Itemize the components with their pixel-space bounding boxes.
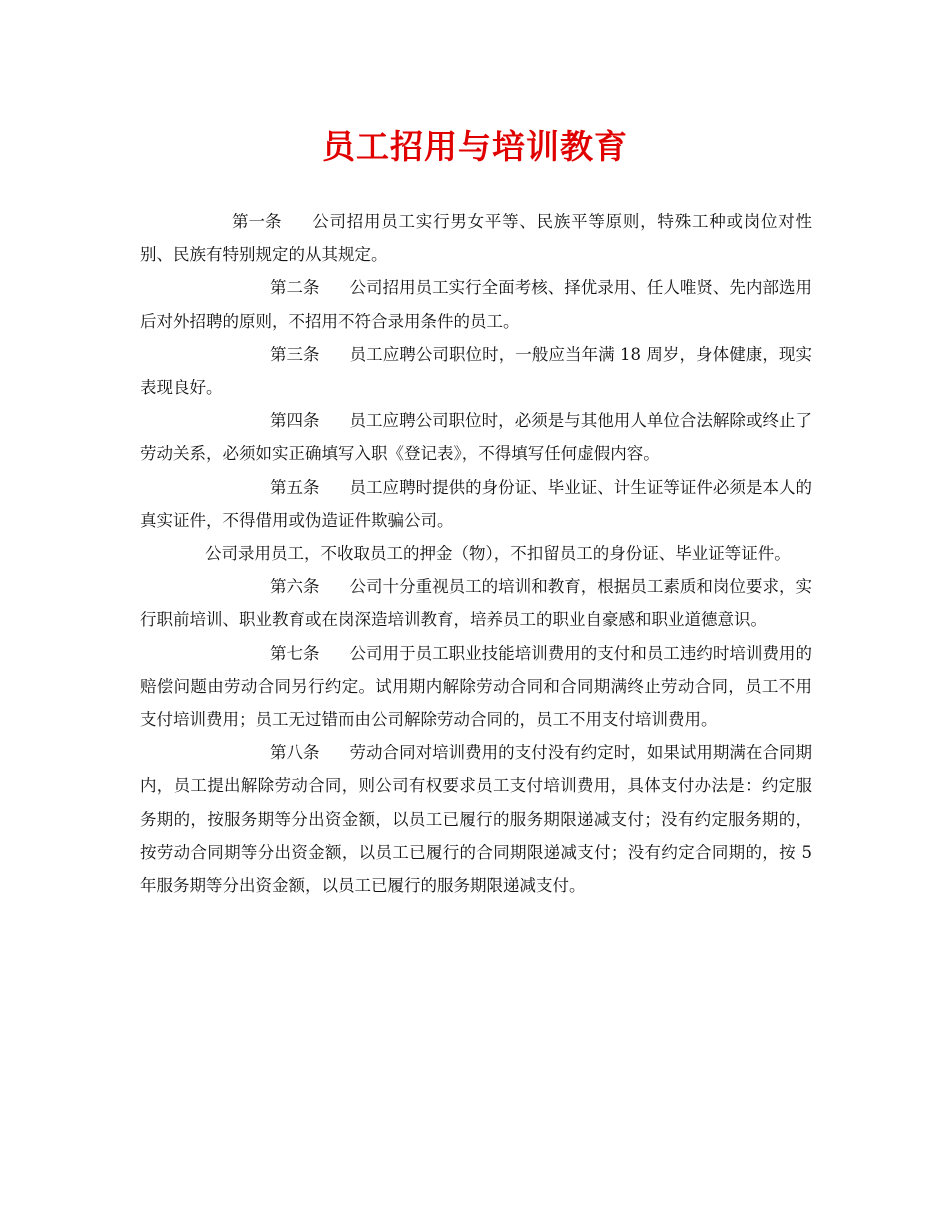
article-number: 第一条: [232, 212, 282, 231]
article-8: [140, 736, 812, 902]
article-5-supplement: [140, 537, 812, 570]
article-text: 公司十分重视员工的培训和教育，根据员工素质和岗位要求，实行职前培训、职业教育或在岗深造培训教育，培养员工的职业自豪感和职业道德意识。: [140, 577, 812, 630]
article-3: [140, 338, 812, 404]
article-number: 第二条: [270, 278, 320, 298]
article-number: 第三条: [270, 344, 320, 364]
article-4: [140, 404, 812, 470]
article-1: [140, 205, 812, 271]
article-text: 员工应聘公司职位时，必须是与其他用人单位合法解除或终止了劳动关系，必须如实正确填写入职《登记表》，不得填写任何虚假内容。: [140, 411, 812, 464]
document-title: 员工招用与培训教育: [322, 127, 628, 166]
article-text: 公司招用员工实行男女平等、民族平等原则，特殊工种或岗位对性别、民族有特别规定的从其规定。: [140, 212, 812, 265]
article-number: 第四条: [270, 411, 320, 431]
article-text: 公司录用员工，不收取员工的押金（物），不扣留员工的身份证、毕业证等证件。: [205, 544, 791, 564]
article-text: 员工应聘时提供的身份证、毕业证、计生证等证件必须是本人的真实证件，不得借用或伪造证件欺骗公司。: [140, 477, 812, 530]
article-text: 员工应聘公司职位时，一般应当年满 18 周岁，身体健康，现实表现良好。: [140, 344, 812, 398]
article-text: 公司用于员工职业技能培训费用的支付和员工违约时培训费用的赔偿问题由劳动合同另行约定。试用期内解除劳动合同和合同期满终止劳动合同，员工不用支付培训费用；员工无过错而由公司解除劳动合同的，员工不用支付培训费用。: [140, 643, 812, 730]
article-number: 第八条: [270, 743, 320, 763]
article-number: 第七条: [270, 643, 320, 663]
article-text: 劳动合同对培训费用的支付没有约定时，如果试用期满在合同期内，员工提出解除劳动合同，则公司有权要求员工支付培训费用，具体支付办法是：约定服务期的，按服务期等分出资金额，以员工已履行的服务期限递减支付；没有约定服务期的，按劳动合同期等分出资金额，以员工已履行的合同期限递减支付；没有约定合同期的，按 5 年服务期等分出资金额，以员工已履行的服务期限递减支付。: [140, 743, 812, 896]
article-5: [140, 471, 812, 537]
document-body: [140, 205, 812, 902]
article-number: 第五条: [270, 477, 320, 497]
article-number: 第六条: [270, 577, 320, 597]
article-6: [140, 570, 812, 636]
article-7: [140, 637, 812, 737]
article-2: [140, 271, 812, 337]
article-text: 公司招用员工实行全面考核、择优录用、任人唯贤、先内部选用后对外招聘的原则，不招用不符合录用条件的员工。: [140, 278, 812, 331]
